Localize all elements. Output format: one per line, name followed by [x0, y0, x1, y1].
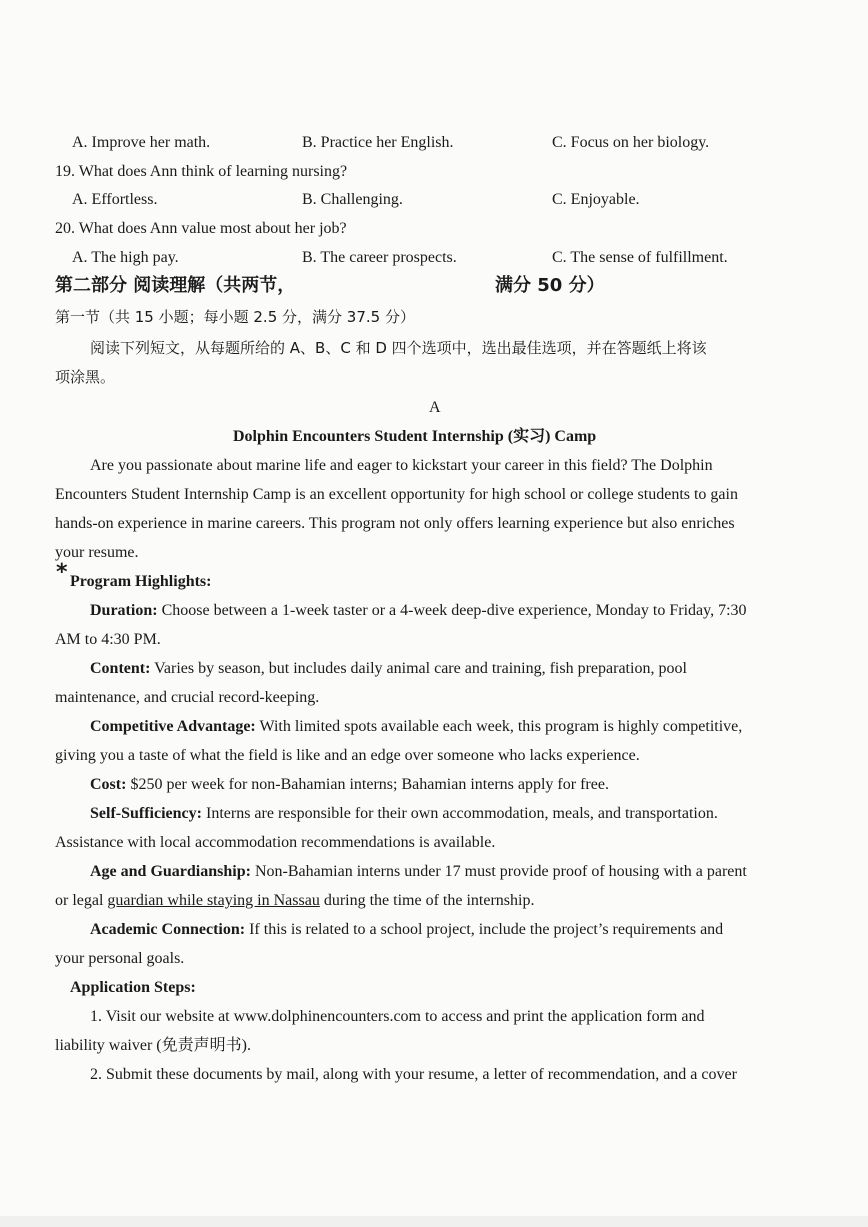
- q20-question: 20. What does Ann value most about her job?: [55, 220, 347, 237]
- step1-line1: 1. Visit our website at www.dolphinencounters.com to access and print the application form and: [90, 1008, 705, 1025]
- highlight-content-text: Varies by season, but includes daily animal care and training, fish preparation, pool: [150, 660, 687, 677]
- page-bottom-edge: [0, 1216, 868, 1227]
- highlight-cost-label: Cost:: [90, 776, 127, 793]
- highlight-duration-line1: [90, 601, 747, 621]
- part2-heading-left: 第二部分 阅读理解（共两节，: [55, 275, 296, 296]
- q18-option-c: C. Focus on her biology.: [552, 134, 710, 151]
- highlight-cost-line1: [90, 775, 609, 795]
- q20-option-b: B. The career prospects.: [302, 249, 457, 266]
- highlight-guardianship-line2: [55, 891, 534, 911]
- highlight-advantage-text: With limited spots available each week, this program is highly competitive,: [255, 718, 743, 735]
- steps-heading: Application Steps:: [70, 979, 196, 996]
- highlight-academic-label: Academic Connection:: [90, 921, 246, 938]
- guardianship-line2-end: during the time of the internship.: [319, 892, 535, 909]
- instructions-line1: 阅读下列短文，从每题所给的 A、B、C 和 D 四个选项中，选出最佳选项，并在答题纸上将该: [90, 339, 707, 357]
- asterisk-mark: *: [56, 560, 68, 585]
- q20-option-c: C. The sense of fulfillment.: [552, 249, 728, 266]
- guardianship-line2-start: or legal: [55, 892, 108, 909]
- q20-option-a: A. The high pay.: [72, 249, 179, 266]
- highlight-advantage-line1: [90, 717, 742, 737]
- instructions-line2: 项涂黑。: [55, 368, 116, 386]
- highlight-content-line2: maintenance, and crucial record-keeping.: [55, 689, 320, 706]
- q19-option-b: B. Challenging.: [302, 191, 403, 208]
- q19-question: 19. What does Ann think of learning nursing?: [55, 163, 348, 180]
- intro-line2: Encounters Student Internship Camp is an excellent opportunity for high school or college students to gain: [55, 486, 738, 503]
- intro-line3: hands-on experience in marine careers. This program not only offers learning experience but also enriches: [55, 515, 735, 532]
- highlight-guardianship-label: Age and Guardianship:: [90, 863, 251, 880]
- highlight-advantage-label: Competitive Advantage:: [90, 718, 256, 735]
- part2-heading-right: 满分 50 分）: [495, 275, 605, 296]
- passage-title: Dolphin Encounters Student Internship (实习) Camp: [233, 428, 597, 445]
- highlight-academic-text: If this is related to a school project, include the project’s requirements and: [245, 921, 724, 938]
- step1-line2: liability waiver (免责声明书).: [55, 1037, 251, 1054]
- highlight-self-sufficiency-line2: Assistance with local accommodation recommendations is available.: [55, 834, 496, 851]
- highlight-self-sufficiency-text: Interns are responsible for their own accommodation, meals, and transportation.: [201, 805, 718, 822]
- section1-heading: 第一节（共 15 小题；每小题 2.5 分，满分 37.5 分）: [55, 308, 415, 326]
- highlight-self-sufficiency-label: Self-Sufficiency:: [90, 805, 202, 822]
- highlight-guardianship-line1: [90, 862, 747, 882]
- highlight-guardianship-text: Non-Bahamian interns under 17 must provide proof of housing with a parent: [250, 863, 747, 880]
- highlight-self-sufficiency-line1: [90, 804, 718, 824]
- highlight-advantage-line2: giving you a taste of what the field is like and an edge over someone who lacks experience.: [55, 747, 640, 764]
- step2-line1: 2. Submit these documents by mail, along with your resume, a letter of recommendation, and a cover: [90, 1066, 737, 1083]
- highlight-duration-line2: AM to 4:30 PM.: [55, 631, 161, 648]
- q19-option-a: A. Effortless.: [72, 191, 158, 208]
- highlight-duration-text: Choose between a 1-week taster or a 4-week deep-dive experience, Monday to Friday, 7:30: [157, 602, 747, 619]
- intro-line1: Are you passionate about marine life and eager to kickstart your career in this field? The Dolphin: [90, 457, 713, 474]
- intro-line4: your resume.: [55, 544, 139, 561]
- highlights-heading: Program Highlights:: [70, 573, 212, 590]
- highlight-content-label: Content:: [90, 660, 151, 677]
- highlight-cost-text: $250 per week for non-Bahamian interns; Bahamian interns apply for free.: [126, 776, 609, 793]
- q18-option-b: B. Practice her English.: [302, 134, 454, 151]
- q18-option-a: A. Improve her math.: [72, 134, 211, 151]
- q19-option-c: C. Enjoyable.: [552, 191, 640, 208]
- highlight-academic-line2: your personal goals.: [55, 950, 185, 967]
- guardianship-underlined-phrase: guardian while staying in Nassau: [107, 892, 320, 909]
- highlight-content-line1: [90, 659, 687, 679]
- passage-letter: A: [429, 399, 441, 416]
- highlight-duration-label: Duration:: [90, 602, 158, 619]
- highlight-academic-line1: [90, 920, 723, 940]
